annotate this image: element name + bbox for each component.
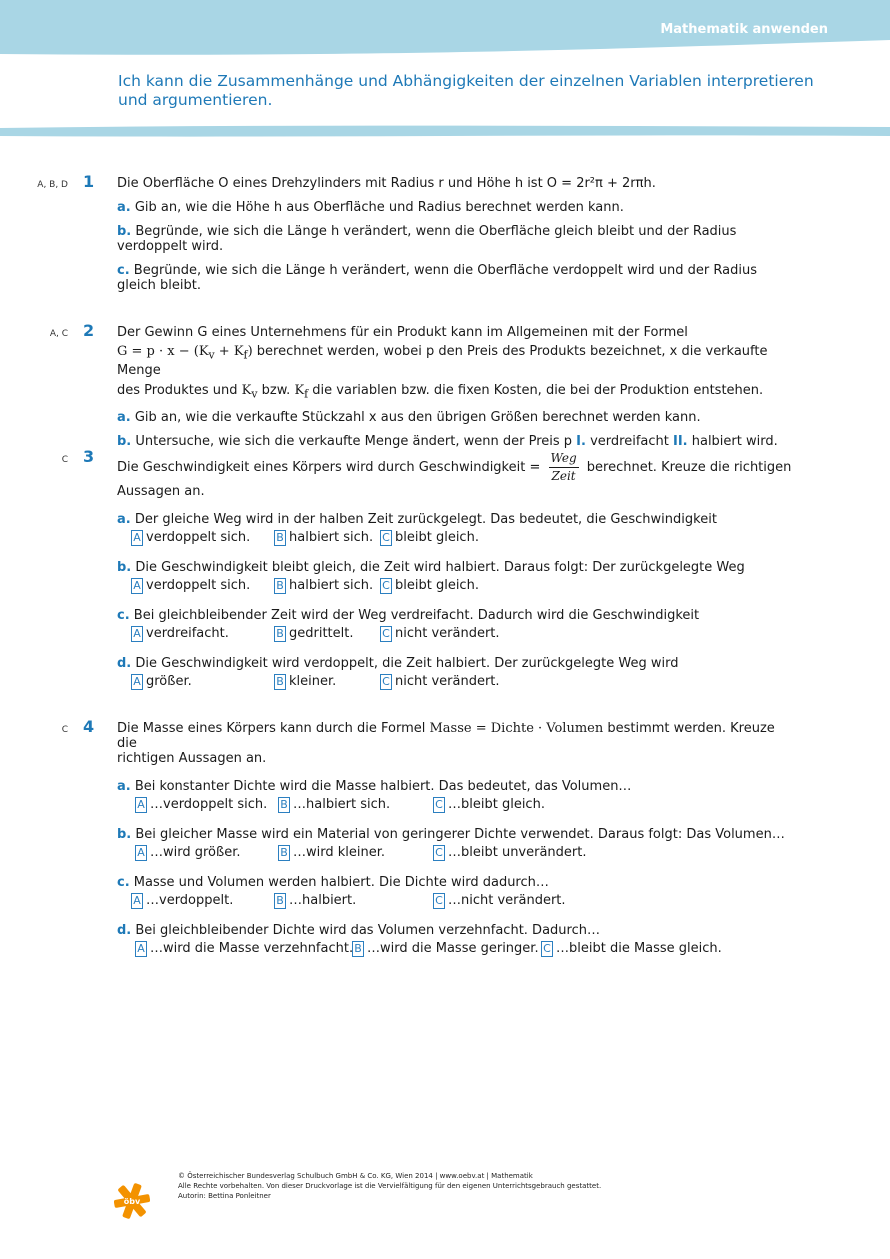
task-stem: Die Oberfläche O eines Drehzylinders mit Radius r und Höhe h ist O = 2r²π + 2rπh. <box>117 176 656 191</box>
competency-tags: C <box>61 725 68 735</box>
option-a[interactable]: A …wird die Masse verzehnfacht. <box>135 941 353 957</box>
subtask-c: c. Masse und Volumen werden halbiert. Die Dichte wird dadurch… A …verdoppelt. B …halbiert. C …nicht verändert. <box>117 875 566 908</box>
subtask-a: a. Gib an, wie die Höhe h aus Oberfläche und Radius berechnet werden kann. <box>117 200 624 215</box>
subtask-d: d. Bei gleichbleibender Dichte wird das Volumen verzehnfacht. Dadurch… A …wird die Masse verzehnfacht. B …wird die Masse geringer. C …bleibt die Masse gleich. <box>117 923 722 956</box>
task-stem-cont: richtigen Aussagen an. <box>117 751 267 766</box>
task-number: 1 <box>83 172 95 191</box>
option-b[interactable]: B …halbiert sich. <box>278 797 390 813</box>
intro-statement: Ich kann die Zusammenhänge und Abhängigkeiten der einzelnen Variablen interpretieren und argumentieren. <box>118 72 814 109</box>
option-a[interactable]: A …wird größer. <box>135 845 240 861</box>
option-c[interactable]: C nicht verändert. <box>380 626 500 642</box>
svg-text:öbv: öbv <box>123 1197 141 1206</box>
option-c[interactable]: C …bleibt die Masse gleich. <box>541 941 722 957</box>
option-b[interactable]: B halbiert sich. <box>274 578 373 594</box>
task-stem-cont: Aussagen an. <box>117 484 205 499</box>
subtask-c: c. Bei gleichbleibender Zeit wird der Weg verdreifacht. Dadurch wird die Geschwindigkeit A verdreifacht. B gedrittelt. C nicht verändert. <box>117 608 700 641</box>
option-a[interactable]: A verdoppelt sich. <box>131 530 250 546</box>
subtask-b: b. Begründe, wie sich die Länge h verändert, wenn die Oberfläche gleich bleibt und der Radius verdoppelt wird. <box>117 224 737 254</box>
option-b[interactable]: B …halbiert. <box>274 893 356 909</box>
option-b[interactable]: B halbiert sich. <box>274 530 373 546</box>
option-a[interactable]: A größer. <box>131 674 192 690</box>
profit-formula: $G = p \cdot x - (K_v + K_f)$ <box>117 344 253 362</box>
option-a[interactable]: A …verdoppelt sich. <box>135 797 267 813</box>
subtask-d: d. Die Geschwindigkeit wird verdoppelt, die Zeit halbiert. Der zurückgelegte Weg wird A größer. B kleiner. C nicht verändert. <box>117 656 679 689</box>
footer-copyright: © Österreichischer Bundesverlag Schulbuch GmbH & Co. KG, Wien 2014 | www.oebv.at | Mathematik Alle Rechte vorbehalten. Von dieser Druckvorlage ist die Vervielfältigung für den eigenen Unterrichtsgebrauch gestattet. Autorin: Bettina Ponleitner <box>178 1172 602 1200</box>
option-b[interactable]: B …wird kleiner. <box>278 845 385 861</box>
competency-tags: C <box>61 455 68 465</box>
task-stem: Die Masse eines Körpers kann durch die Formel Masse = Dichte · Volumen bestimmt werden. Kreuze die <box>117 721 775 751</box>
subtask-a: a. Bei konstanter Dichte wird die Masse halbiert. Das bedeutet, das Volumen… A …verdoppelt sich. B …halbiert sich. C …bleibt gleich. <box>117 779 632 812</box>
task-stem-line1: Der Gewinn G eines Unternehmens für ein Produkt kann im Allgemeinen mit der Formel <box>117 325 688 340</box>
option-c[interactable]: C bleibt gleich. <box>380 578 479 594</box>
mass-formula: Masse = Dichte · Volumen <box>429 721 604 736</box>
option-c[interactable]: C …bleibt unverändert. <box>433 845 587 861</box>
option-c[interactable]: C …bleibt gleich. <box>433 797 545 813</box>
header-title: Mathematik anwenden <box>660 22 828 37</box>
option-c[interactable]: C bleibt gleich. <box>380 530 479 546</box>
task-stem: Die Geschwindigkeit eines Körpers wird durch Geschwindigkeit = $\frac{\text{Weg}}{\text{Zeit}}$ berechnet. Kreuze die richtigen <box>117 451 792 483</box>
subtask-a: a. Gib an, wie die verkaufte Stückzahl x aus den übrigen Größen berechnet werden kann. <box>117 410 701 426</box>
subtask-b: b. Bei gleicher Masse wird ein Material von geringerer Dichte verwendet. Daraus folgt: Das Volumen… A …wird größer. B …wird kleiner. C …bleibt unverändert. <box>117 827 785 860</box>
subtask-b: b. Die Geschwindigkeit bleibt gleich, die Zeit wird halbiert. Daraus folgt: Der zurückgelegte Weg A verdoppelt sich. B halbiert sich. C bleibt gleich. <box>117 560 745 593</box>
option-b[interactable]: B …wird die Masse geringer. <box>352 941 539 957</box>
task-number: 3 <box>83 447 95 466</box>
option-b[interactable]: B gedrittelt. <box>274 626 354 642</box>
velocity-fraction: $\frac{\text{Weg}}{\text{Zeit}}$ <box>550 451 577 483</box>
option-c[interactable]: C nicht verändert. <box>380 674 500 690</box>
competency-tags: A, C <box>49 329 68 339</box>
subtask-c: c. Begründe, wie sich die Länge h verändert, wenn die Oberfläche verdoppelt wird und der Radius gleich bleibt. <box>117 263 757 293</box>
option-a[interactable]: A verdreifacht. <box>131 626 229 642</box>
task-number: 2 <box>83 321 95 340</box>
task-number: 4 <box>83 717 95 736</box>
divider-band <box>0 124 890 140</box>
option-a[interactable]: A …verdoppelt. <box>131 893 233 909</box>
option-a[interactable]: A verdoppelt sich. <box>131 578 250 594</box>
task-stem-line2: $G = p \cdot x - (K_v + K_f)$ berechnet werden, wobei p den Preis des Produkts bezeichnet, x die verkaufte Menge <box>117 344 768 378</box>
oebv-logo <box>114 1183 150 1219</box>
task-stem-line3: des Produktes und $K_v$ bzw. $K_f$ die variablen bzw. die fixen Kosten, die bei der Produktion entstehen. <box>117 382 764 401</box>
subtask-a: a. Der gleiche Weg wird in der halben Zeit zurückgelegt. Das bedeutet, die Geschwindigkeit A verdoppelt sich. B halbiert sich. C bleibt gleich. <box>117 512 717 545</box>
subtask-b: b. Untersuche, wie sich die verkaufte Menge ändert, wenn der Preis p I. verdreifacht II. halbiert wird. <box>117 434 778 450</box>
option-b[interactable]: B kleiner. <box>274 674 336 690</box>
competency-tags: A, B, D <box>37 180 68 190</box>
option-c[interactable]: C …nicht verändert. <box>433 893 566 909</box>
